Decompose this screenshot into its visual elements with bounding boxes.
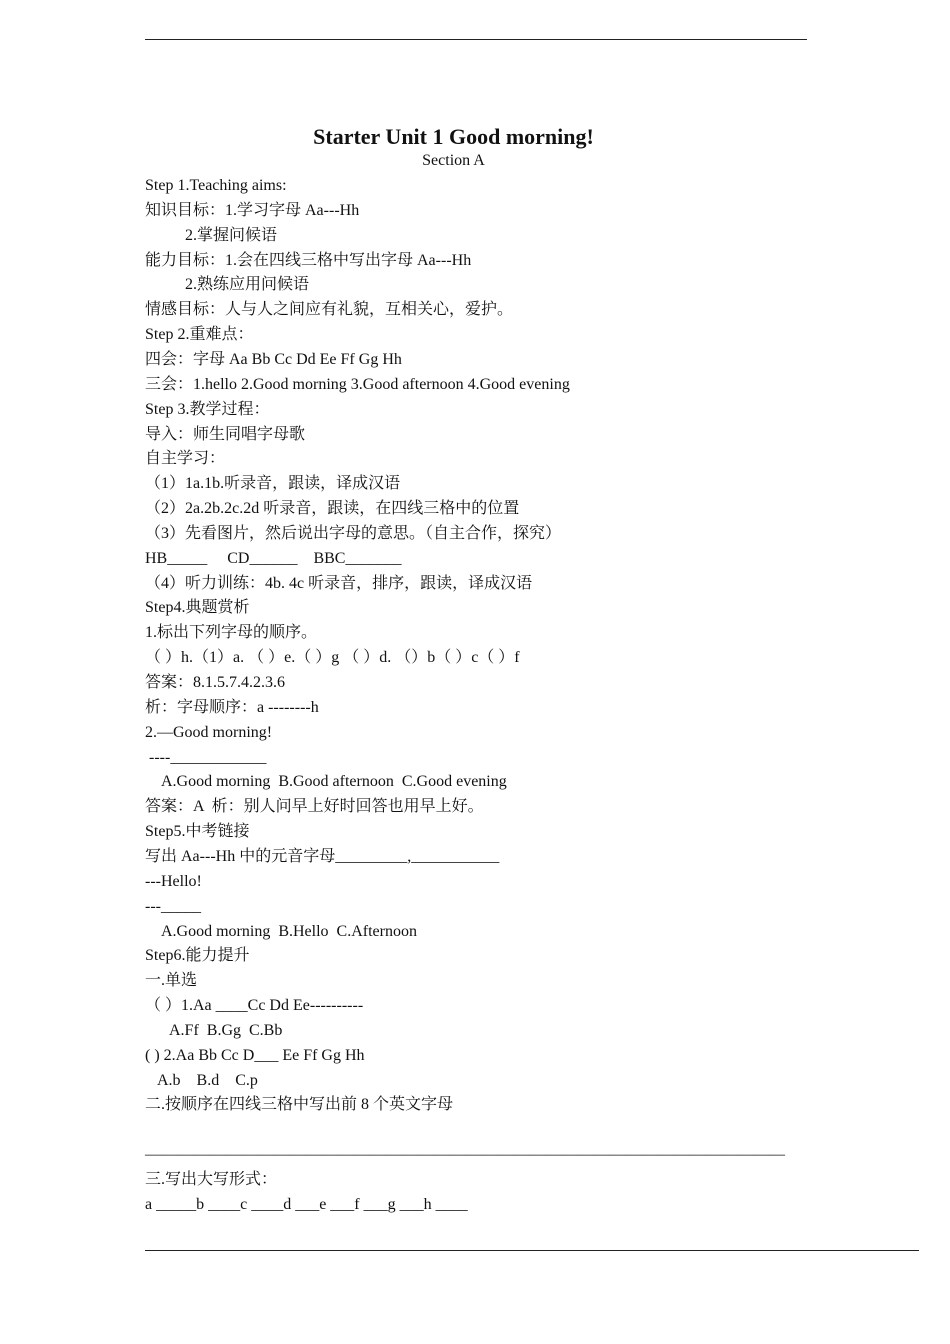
body-line: 1.标出下列字母的顺序。 xyxy=(145,624,318,642)
body-line: A.b B.d C.p xyxy=(157,1071,258,1089)
body-line: 三.写出大写形式： xyxy=(145,1171,278,1188)
body-line: 知识目标：1.学习字母 Aa---Hh xyxy=(145,201,360,219)
body-line: a _____b ____c ____d ___e ___f ___g ___h ____ xyxy=(145,1195,468,1213)
body-line: Step4.典题赏析 xyxy=(145,599,250,617)
body-line: 析：字母顺序：a --------h xyxy=(145,698,319,716)
body-line: A.Good morning B.Good afternoon C.Good evening xyxy=(161,773,507,791)
body-line: 答案：A 析：别人问早上好时回答也用早上好。 xyxy=(145,798,484,816)
body-line: 2.掌握问候语 xyxy=(185,226,278,244)
body-line: 2.熟练应用问候语 xyxy=(185,276,310,294)
document-title: Starter Unit 1 Good morning! xyxy=(313,124,594,149)
body-line: 三会：1.hello 2.Good morning 3.Good afternoon 4.Good evening xyxy=(145,375,570,393)
body-line: HB_____ CD______ BBC_______ xyxy=(145,549,402,567)
body-line: A.Ff B.Gg C.Bb xyxy=(169,1021,283,1039)
body-line: （1）1a.1b.听录音，跟读，译成汉语 xyxy=(145,475,401,493)
body-line: Step 3.教学过程： xyxy=(145,400,270,418)
body-line: 能力目标：1.会在四线三格中写出字母 Aa---Hh xyxy=(145,251,472,269)
body-line: （2）2a.2b.2c.2d 听录音，跟读，在四线三格中的位置 xyxy=(145,500,520,518)
body-line: （ ）h.（1）a. （ ）e.（ ）g （ ）d. （）b（ ）c（ ）f xyxy=(145,649,520,667)
body-line: Step5.中考链接 xyxy=(145,823,250,841)
body-line: Step 1.Teaching aims: xyxy=(145,177,287,194)
body-line: ---Hello! xyxy=(145,872,202,890)
document-subtitle: Section A xyxy=(422,152,485,169)
body-line: 写出 Aa---Hh 中的元音字母_________,___________ xyxy=(145,847,500,865)
body-line: A.Good morning B.Hello C.Afternoon xyxy=(161,922,417,940)
body-line: 答案：8.1.5.7.4.2.3.6 xyxy=(145,674,286,691)
body-line: ———————————————————————————————————————— xyxy=(145,1146,785,1164)
body-line: 自主学习： xyxy=(145,450,226,468)
header-rule xyxy=(145,39,807,40)
body-line: 2.—Good morning! xyxy=(145,723,273,741)
body-line: （4）听力训练：4b. 4c 听录音，排序，跟读，译成汉语 xyxy=(145,574,533,592)
footer-rule xyxy=(145,1250,919,1251)
body-line: Step6.能力提升 xyxy=(145,947,250,965)
body-line: （ ）1.Aa ____Cc Dd Ee---------- xyxy=(145,997,364,1015)
body-line: ----____________ xyxy=(145,748,267,766)
body-line: 情感目标：人与人之间应有礼貌，互相关心，爱护。 xyxy=(145,301,514,319)
body-line: 四会：字母 Aa Bb Cc Dd Ee Ff Gg Hh xyxy=(145,350,402,368)
body-line: 导入：师生同唱字母歌 xyxy=(145,425,306,443)
body-line: 二.按顺序在四线三格中写出前 8 个英文字母 xyxy=(145,1096,454,1114)
body-line: ---_____ xyxy=(145,897,201,915)
body-line: Step 2.重难点： xyxy=(145,326,254,344)
body-line: （3）先看图片，然后说出字母的意思。（自主合作，探究） xyxy=(145,524,562,542)
body-line: 一.单选 xyxy=(145,972,198,990)
body-line: ( ) 2.Aa Bb Cc D___ Ee Ff Gg Hh xyxy=(145,1046,365,1064)
